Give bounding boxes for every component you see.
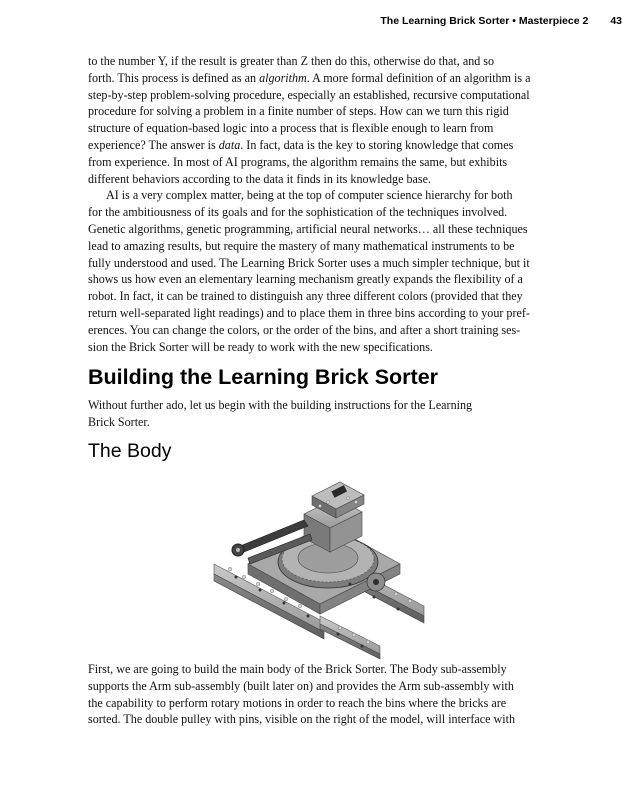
text-line: from experience. In most of AI programs, the algorithm remains the same, but exhibits: [88, 154, 508, 169]
text-line: the capability to perform rotary motions in order to reach the bins where the bricks are: [88, 695, 507, 710]
text-line: shows us how even an elementary learning mechanism greatly expands the flexibility of a: [88, 272, 523, 287]
text-line: for the ambitiousness of its goals and for the sophistication of the techniques involved.: [88, 205, 508, 220]
lego-model-illustration: [200, 468, 440, 660]
text-line: Without further ado, let us begin with the building instructions for the Learning: [88, 398, 473, 412]
text-line: structure of equation-based logic into a process that is flexible enough to learn from: [88, 121, 494, 136]
text-line: sion the Brick Sorter will be ready to work with the new specifications.: [88, 339, 433, 354]
text-line: lead to amazing results, but require the mastery of many mathematical instruments to be: [88, 238, 515, 253]
text-line: step-by-step problem-solving procedure, especially an established, recursive computational: [88, 87, 530, 102]
text-line: supports the Arm sub-assembly (built later on) and provides the Arm sub-assembly with: [88, 678, 514, 693]
text-line: Brick Sorter.: [88, 414, 150, 429]
text-line: AI is a very complex matter, being at the top of computer science hierarchy for both: [106, 188, 513, 203]
text-line: procedure for solving a problem in a finite number of steps. How can we turn this rigid: [88, 104, 509, 119]
text-line: return well-separated light readings) and to place them in three bins according to your pref-: [88, 305, 530, 320]
text-line: robot. In fact, it can be trained to distinguish any three different colors (provided that they: [88, 289, 523, 304]
text-line: forth. This process is defined as an algorithm. A more formal definition of an algorithm is a: [88, 70, 531, 85]
page-number: 43: [610, 15, 622, 27]
running-title: The Learning Brick Sorter • Masterpiece 2: [380, 15, 589, 27]
section-intro: [88, 397, 562, 431]
emphasis-algorithm: algorithm: [259, 70, 307, 85]
text-line: erences. You can change the colors, or the order of the bins, and after a short training ses-: [88, 322, 521, 337]
text-line: fully understood and used. The Learning Brick Sorter uses a much simpler technique, but it: [88, 255, 530, 270]
text-line: First, we are going to build the main body of the Brick Sorter. The Body sub-assembly: [88, 662, 507, 676]
text-line: sorted. The double pulley with pins, visible on the right of the model, will interface with: [88, 712, 516, 727]
text-line: different behaviors according to the data it finds in its knowledge base.: [88, 171, 432, 186]
running-head: [380, 15, 622, 27]
text-line: Genetic algorithms, genetic programming, artificial neural networks… all these techniques: [88, 221, 528, 236]
brick-sorter-body-figure: [200, 468, 440, 660]
text-line: to the number Y, if the result is greater than Z then do this, otherwise do that, and so: [88, 54, 495, 68]
subsection-heading: The Body: [88, 440, 172, 462]
text-line: experience? The answer is data. In fact, data is the key to storing knowledge that comes: [88, 137, 514, 152]
paragraph-body-description: [88, 661, 562, 728]
emphasis-data: data: [218, 137, 241, 152]
paragraph-algorithm: [88, 53, 562, 355]
section-heading: Building the Learning Brick Sorter: [88, 365, 439, 389]
